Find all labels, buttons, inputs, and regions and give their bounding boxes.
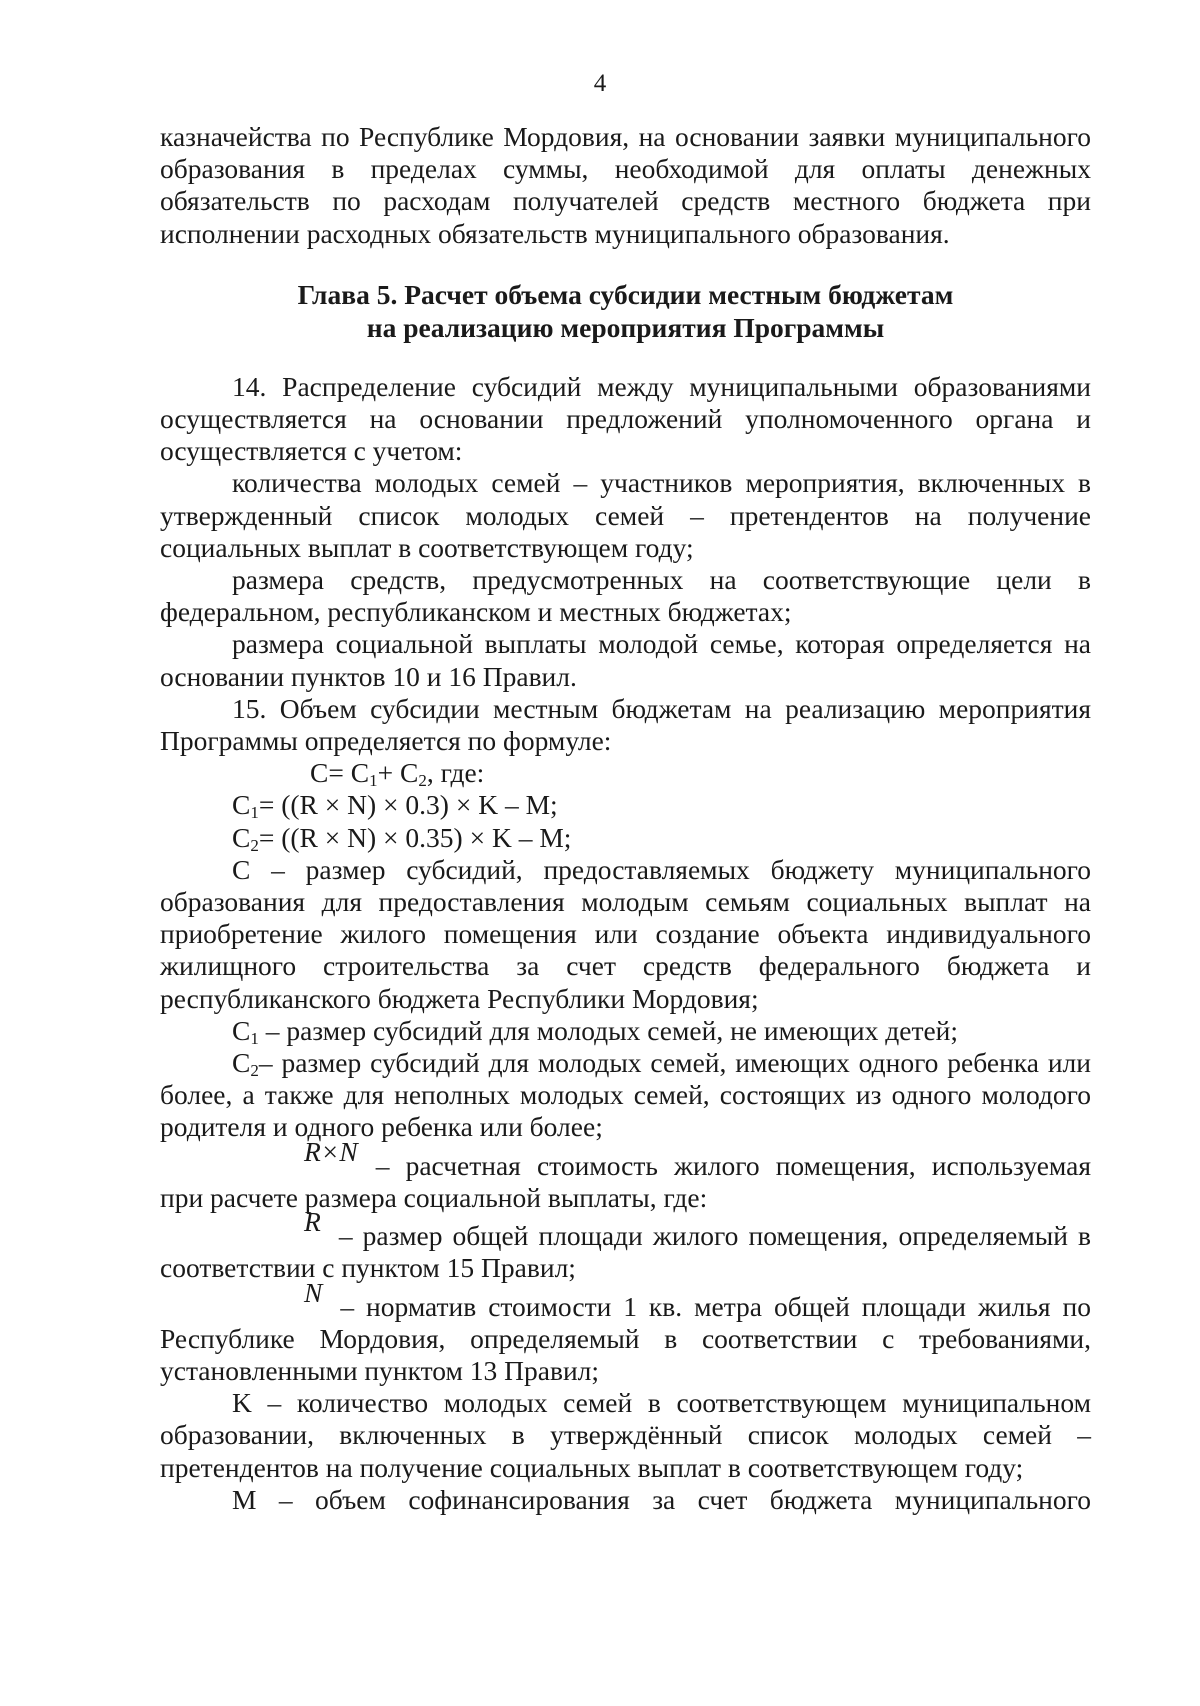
variable-n: N (304, 1276, 323, 1308)
document-body (160, 121, 1091, 1516)
chapter-heading-line-1: Глава 5. Расчет объема субсидии местным бюджетам (297, 278, 954, 310)
definition-rn: R×N – расчетная стоимость жилого помещения, используемая при расчете размера социальной выплаты, где: (160, 1135, 1091, 1213)
formula-main: $C= C_1+ C_2$, где: (310, 757, 485, 791)
page-number: 4 (593, 70, 607, 97)
chapter-heading (160, 278, 1091, 344)
definition-c1: $C_1$ – размер субсидий для молодых семей, не имеющих детей; (232, 1014, 959, 1048)
intro-paragraph: казначейства по Республике Мордовия, на основании заявки муниципального образования в пределах суммы, необходимой для оплаты денежных обязательств по расходам получателей средств местного бюджета при исполнении расходных обязательств муниципального образования. (160, 121, 1091, 249)
definition-k: K – количество молодых семей в соответствующем муниципальном образовании, включенных в утверждённый список молодых семей – претендентов на получение социальных выплат в соответствующем году; (160, 1387, 1091, 1483)
paragraph-14: 14. Распределение субсидий между муниципальными образованиями осуществляется на основании предложений уполномоченного органа и осуществляется с учетом: (160, 370, 1091, 467)
definition-n: N – норматив стоимости 1 кв. метра общей площади жилья по Республике Мордовия, определяемый в соответствии с требованиями, установленными пунктом 13 Правил; (160, 1276, 1091, 1386)
paragraph-14-item: размера социальной выплаты молодой семье, которая определяется на основании пунктов 10 и 16 Правил. (160, 628, 1091, 692)
chapter-heading-line-2: на реализацию мероприятия Программы (366, 311, 885, 343)
paragraph-14-item: размера средств, предусмотренных на соответствующие цели в федеральном, республиканском и местных бюджетах; (160, 564, 1091, 628)
paragraph-15: 15. Объем субсидии местным бюджетам на реализацию мероприятия Программы определяется по формуле: (160, 692, 1091, 757)
variable-r: R (304, 1206, 321, 1238)
formula-c1: $C_1= ((R \times N) \times 0.3) \times K - M$; (232, 789, 558, 823)
definition-m: M – объем софинансирования за счет бюджета муниципального (232, 1483, 1091, 1515)
variable-rn: R×N (304, 1135, 358, 1167)
formula-c2: $C_2= ((R \times N) \times 0.35) \times K - M$; (232, 821, 572, 855)
definition-r: R – размер общей площади жилого помещения, определяемый в соответствии с пунктом 15 Правил; (160, 1206, 1091, 1284)
definition-c2: $C_2-$ размер субсидий для молодых семей, имеющих одного ребенка или более, а также для неполных молодых семей, состоящих из одного молодого родителя и одного ребенка или более; (160, 1047, 1091, 1143)
definition-c: C – размер субсидий, предоставляемых бюджету муниципального образования для предоставления молодым семьям социальных выплат на приобретение жилого помещения или создание объекта индивидуального жилищного строительства за счет средств федерального бюджета и республиканского бюджета Республики Мордовия; (160, 853, 1091, 1014)
paragraph-14-item: количества молодых семей – участников мероприятия, включенных в утвержденный список молодых семей – претендентов на получение социальных выплат в соответствующем году; (160, 467, 1091, 563)
